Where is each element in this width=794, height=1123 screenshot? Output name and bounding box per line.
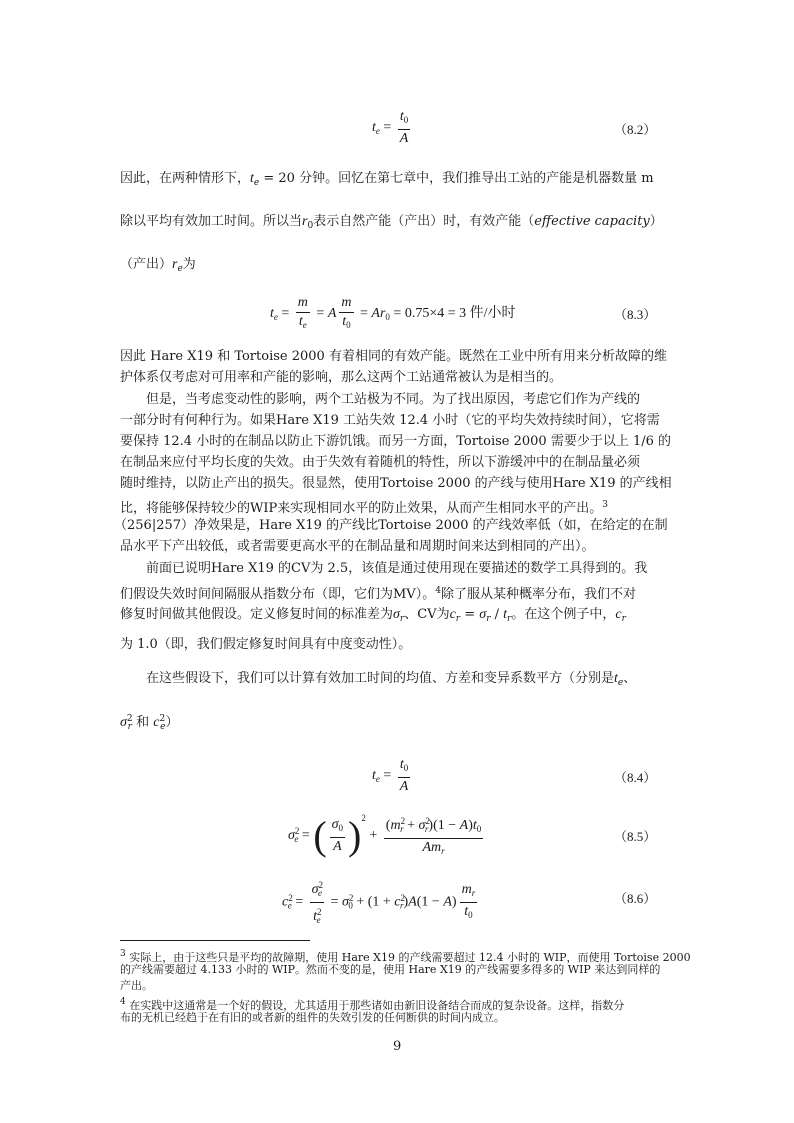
paragraph-line: 因此 Hare X19 和 Tortoise 2000 有着相同的有效产能。既然在工业中所有用来分析故障的维 [120, 349, 667, 364]
footnote-ref: 3 [602, 500, 608, 510]
equation-8-3: $t_e$ = $\frac{m}{t_e}$ = A $\frac{m}{t_0}$ = $Ar_0 = 0.75\times 4 = 3$ 件/小时 [270, 295, 516, 330]
paragraph-line: 在这些假设下，我们可以计算有效加工时间的均值、方差和变异系数平方（分别是$t_e$、 [146, 671, 637, 688]
equation-8-6: $c^2_e$ = $\frac{\sigma^2_e}{t^2_e}$ = $\sigma^2_0 + (1 + c^2_r)A(1 - A)$ $\frac{m_r}{t_0}$ [282, 876, 480, 929]
paragraph-line: 比，将能够保持较少的WIP来实现相同水平的防止效果，从而产生相同水平的产出。$^3$ [120, 500, 608, 516]
equation-number: （8.3） [614, 307, 657, 322]
footnote-3-line: $^3$ 实际上，由于这些只是平均的故障期，使用 Hare X19 的产线需要超过 12.4 小时的 WIP，而使用 Tortoise 2000 [120, 949, 691, 964]
paragraph-line: （产出）$r_e$为 [120, 257, 196, 274]
paragraph-line: 随时维持，以防止产出的损失。很显然，使用Tortoise 2000 的产线与使用Hare X19 的产线相 [120, 476, 672, 491]
paragraph-line: 一部分时有何种行为。如果Hare X19 工站失效 12.4 小时（它的平均失效持续时间），它将需 [120, 413, 660, 428]
paragraph-line: 在制品来应付平均长度的失效。由于失效有着随机的特性，所以下游缓冲中的在制品量必须 [120, 455, 641, 470]
paragraph-line: 要保持 12.4 小时的在制品以防止下游饥饿。而另一方面，Tortoise 2000 需要少于以上 1/6 的 [120, 434, 672, 449]
paragraph-line: 护体系仅考虑对可用率和产能的影响，那么这两个工站通常被认为是相当的。 [120, 370, 563, 385]
eq-value-text: = 0.75×4 = 3 件/小时 [393, 306, 516, 322]
paragraph-line: 但是，当考虑变动性的影响，两个工站极为不同。为了找出原因，考虑它们作为产线的 [146, 392, 641, 407]
paragraph-line: 们假设失效时间间隔服从指数分布（即，它们为MV）。$^4$除了服从某种概率分布，我们不对 [120, 586, 636, 602]
paragraph-line: 因此，在两种情形下，$t_e = 20$ 分钟。回忆在第七章中，我们推导出工站的产能是机器数量 m [120, 171, 654, 188]
paragraph-line: $\sigma^2_r$ 和 $c^2_e$） [120, 714, 179, 732]
equation-8-5: $\sigma^2_e$ = ( $\frac{\sigma_0}{A}$ )$^2$ + $\frac{(m^2_r + \sigma^2_r)(1 - A)t_0}{Am_r}$ [288, 813, 482, 858]
footnote-4-line: 布的无机已经趋于在有旧的或者新的组件的失效引发的任何断供的时间内成立。 [120, 1011, 505, 1024]
paragraph-line: （256|257）净效果是，Hare X19 的产线比Tortoise 2000 的产线效率低（如，在给定的在制 [114, 518, 668, 533]
equation-number: （8.6） [614, 891, 657, 906]
paragraph-line: 除以平均有效加工时间。所以当$r_0$表示自然产能（产出）时，有效产能（effective capacity） [120, 214, 663, 231]
equation-8-4: $t_e$ = $\frac{t_0}{A}$ [372, 757, 409, 794]
footnote-3-line: 产出。 [120, 979, 153, 992]
equation-number: （8.4） [614, 770, 657, 785]
footnote-4-line: $^4$ 在实践中这通常是一个好的假设，尤其适用于那些诸如由新旧设备结合而成的复杂设备。这样，指数分 [120, 997, 625, 1012]
footnote-ref: 4 [435, 586, 441, 596]
paragraph-line: 为 1.0（即，我们假定修复时间具有中度变动性）。 [120, 637, 412, 652]
page-number: 9 [393, 1039, 402, 1054]
paragraph-line: 品水平下产出较低，或者需要更高水平的在制品量和周期时间来达到相同的产出）。 [120, 539, 595, 554]
footnote-divider [120, 940, 310, 941]
footnote-3-line: 的产线需要超过 4.133 小时的 WIP。然而不变的是，使用 Hare X19 的产线需要多得多的 WIP 来达到同样的 [120, 963, 661, 976]
paragraph-line: 前面已说明Hare X19 的CV为 2.5，该值是通过使用现在要描述的数学工具得到的。我 [146, 561, 648, 576]
paragraph-line: 修复时间做其他假设。定义修复时间的标准差为$\sigma_r$、CV为$c_r = \sigma_r / t_r$。在这个例子中，$c_r$ [120, 607, 626, 624]
equation-number: （8.2） [614, 122, 657, 137]
equation-number: （8.5） [614, 829, 657, 844]
equation-8-2: $t_e$ = $\frac{t_0}{A}$ [372, 109, 409, 146]
